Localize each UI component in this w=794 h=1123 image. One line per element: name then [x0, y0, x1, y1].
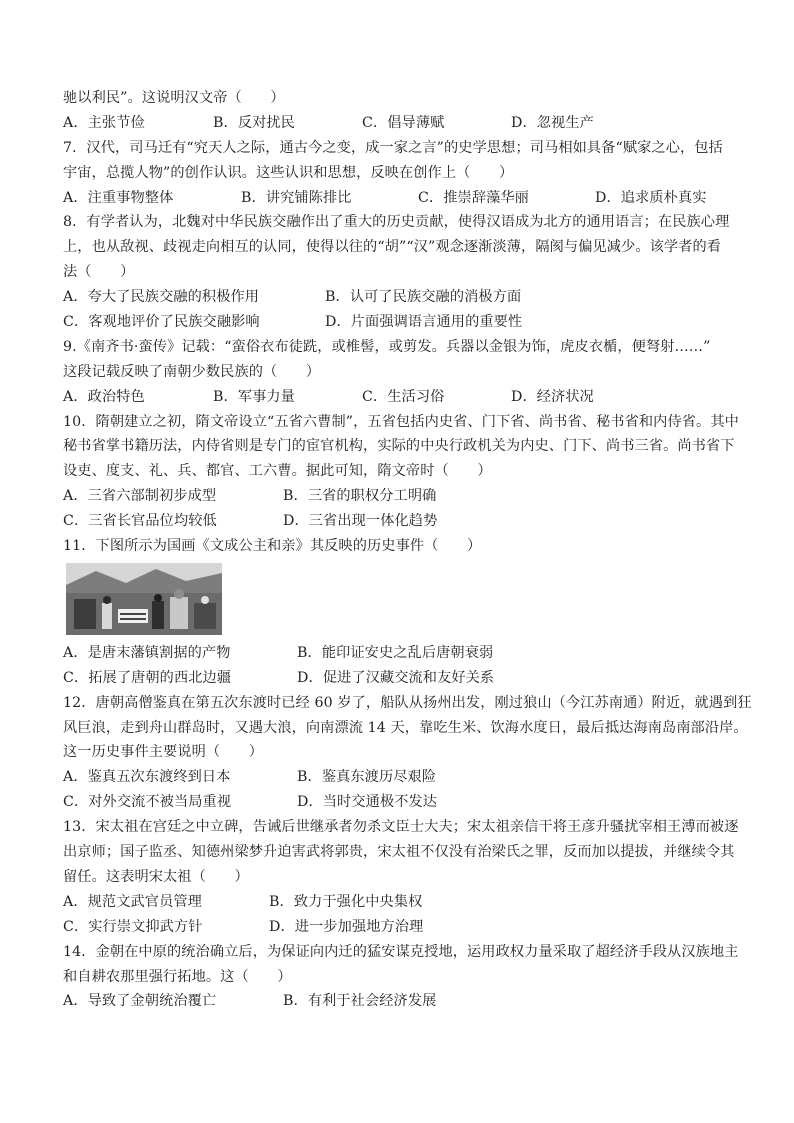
q8-stem-1: 8．有学者认为，北魏对中华民族交融作出了重大的历史贡献，使得汉语成为北方的通用语言；在民族心理: [63, 214, 730, 231]
q7-option-b[interactable]: B．讲究铺陈排比: [241, 189, 352, 206]
q13-stem-2: 出京师；国子监丞、知德州梁梦升迫害武将郭贵，宋太祖不仅没有治梁氏之罪，反而加以提拔，并继续令其: [63, 844, 735, 861]
q11-option-c[interactable]: C．拓展了唐朝的西北边疆: [63, 669, 232, 686]
q14-options-row1: [63, 989, 743, 1014]
q11-stem-1: 11．下图所示为国画《文成公主和亲》其反映的历史事件（ ）: [63, 538, 482, 555]
q13-options-row1: [63, 890, 743, 915]
painting-icon: [66, 563, 222, 635]
q6-option-a[interactable]: A．主张节俭: [63, 114, 145, 131]
q12-option-b[interactable]: B．鉴真东渡历尽艰险: [297, 769, 437, 786]
q13-stem-3: 留任。这表明宋太祖（ ）: [63, 868, 249, 885]
q8-options-row1: [63, 285, 743, 310]
q6-options: [63, 111, 743, 136]
q8-option-b[interactable]: B．认可了民族交融的消极方面: [325, 289, 522, 306]
q6-option-b[interactable]: B．反对扰民: [213, 114, 295, 131]
q7-option-a[interactable]: A．注重事物整体: [63, 189, 174, 206]
q14-option-b[interactable]: B．有利于社会经济发展: [283, 993, 437, 1010]
q9-option-c[interactable]: C．生活习俗: [362, 388, 445, 405]
q9-option-a[interactable]: A．政治特色: [63, 388, 145, 405]
q6-stem-tail: 驰以利民”。这说明汉文帝（ ）: [63, 90, 285, 106]
q11-option-b[interactable]: B．能印证安史之乱后唐朝衰弱: [297, 644, 494, 661]
q12-stem-1: 12．唐朝高僧鉴真在第五次东渡时已经 60 岁了，船队从扬州出发，刚过狼山（今江苏南通）附近，就遇到狂: [63, 694, 752, 711]
exam-page: [63, 86, 752, 1014]
q10-stem-3: 设吏、度支、礼、兵、都官、工六曹。据此可知，隋文帝时（ ）: [63, 463, 492, 480]
q13-option-a[interactable]: A．规范文武官员管理: [63, 893, 202, 910]
painting-image: [66, 563, 222, 635]
q10-options-row2: [63, 509, 743, 534]
q12-stem-3: 这一历史事件主要说明（ ）: [63, 744, 264, 761]
q14-option-a[interactable]: A．导致了金朝统治覆亡: [63, 993, 217, 1010]
q14-stem-1: 14．金朝在中原的统治确立后，为保证向内迁的猛安谋克授地，运用政权力量采取了超经济手段从汉族地主: [63, 943, 739, 960]
q12-stem-2: 风巨浪，走到舟山群岛时，又遇大浪，向南漂流 14 天，靠吃生米、饮海水度日，最后抵达海南岛南部沿岸。: [63, 719, 748, 736]
q6-option-c[interactable]: C．倡导薄赋: [362, 114, 445, 131]
q12-option-c[interactable]: C．对外交流不被当局重视: [63, 794, 232, 811]
q9-option-d[interactable]: D．经济状况: [511, 388, 594, 405]
q13-options-row2: [63, 915, 743, 940]
q10-stem-1: 10．隋朝建立之初，隋文帝设立“五省六曹制”，五省包括内史省、门下省、尚书省、秘书省和内侍省。其中: [63, 413, 739, 430]
q10-option-c[interactable]: C．三省长官品位均较低: [63, 513, 217, 530]
q7-option-d[interactable]: D．追求质朴真实: [595, 189, 707, 206]
q7-stem-1: 7．汉代，司马迁有“究天人之际，通古今之变，成一家之言”的史学思想；司马相如具备“赋家之心，包括: [63, 139, 723, 156]
q12-option-d[interactable]: D．当时交通极不发达: [297, 794, 438, 811]
q10-stem-2: 秘书省掌书籍历法，内侍省则是专门的宦官机构，实际的中央行政机关为内史、门下、尚书三省。尚书省下: [63, 438, 735, 455]
q11-option-a[interactable]: A．是唐末藩镇割据的产物: [63, 644, 231, 661]
q14-stem-2: 和自耕农那里强行拓地。这（ ）: [63, 968, 292, 985]
q8-options-row2: [63, 310, 743, 335]
q12-options-row2: [63, 790, 743, 815]
q10-option-d[interactable]: D．三省出现一体化趋势: [283, 513, 438, 530]
q9-stem-2: 这段记载反映了南朝少数民族的（ ）: [63, 363, 321, 380]
q10-option-a[interactable]: A．三省六部制初步成型: [63, 488, 217, 505]
q13-stem-1: 13．宋太祖在宫廷之中立碑，告诫后世继承者勿杀文臣士大夫；宋太祖亲信干将王彦升骚扰宰相王溥而被逐: [63, 819, 739, 836]
q11-options-row2: [63, 666, 743, 691]
q9-option-b[interactable]: B．军事力量: [213, 388, 295, 405]
q10-options-row1: [63, 484, 743, 509]
q8-option-d[interactable]: D．片面强调语言通用的重要性: [325, 314, 523, 331]
q10-option-b[interactable]: B．三省的职权分工明确: [283, 488, 437, 505]
q12-options-row1: [63, 765, 743, 790]
q9-options: [63, 385, 743, 410]
q11-option-d[interactable]: D．促进了汉藏交流和友好关系: [297, 669, 495, 686]
q13-option-b[interactable]: B．致力于强化中央集权: [269, 893, 423, 910]
q12-option-a[interactable]: A．鉴真五次东渡终到日本: [63, 769, 231, 786]
q8-stem-3: 法（ ）: [63, 264, 135, 281]
q7-stem-2: 宇宙，总揽人物”的创作认识。这些认识和思想，反映在创作上（ ）: [63, 164, 514, 181]
q8-option-c[interactable]: C．客观地评价了民族交融影响: [63, 314, 260, 331]
q6-option-d[interactable]: D．忽视生产: [511, 114, 594, 131]
q13-option-c[interactable]: C．实行崇文抑武方针: [63, 918, 203, 935]
q13-option-d[interactable]: D．进一步加强地方治理: [269, 918, 424, 935]
q7-options: [63, 186, 743, 211]
q8-stem-2: 上，也从敌视、歧视走向相互的认同，使得以往的“胡”“汉”观念逐渐淡薄，隔阂与偏见减少。该学者的看: [63, 239, 722, 256]
q11-options-row1: [63, 641, 743, 666]
q9-stem-1: 9.《南齐书·蛮传》记载：“蛮俗衣布徒跣，或椎髻，或剪发。兵器以金银为饰，虎皮衣楯，便弩射……”: [63, 338, 711, 355]
q7-option-c[interactable]: C．推崇辞藻华丽: [418, 189, 529, 206]
q8-option-a[interactable]: A．夸大了民族交融的积极作用: [63, 289, 260, 306]
